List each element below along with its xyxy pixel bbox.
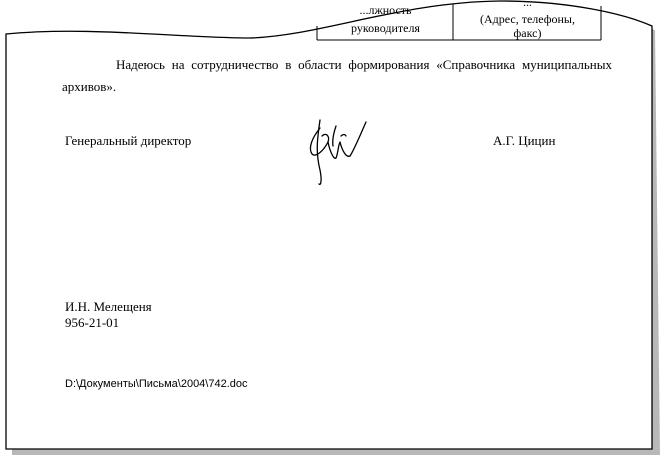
table-cell-position [318, 2, 453, 40]
letter-paragraph-line-2: архивов». [62, 79, 117, 94]
executor-phone: 956-21-01 [65, 315, 120, 330]
table-cell-position-line-2: руководителя [351, 21, 420, 35]
file-path: D:\Документы\Письма\2004\742.doc [65, 378, 248, 390]
table-cell-contacts-line-1: ... [523, 0, 532, 9]
signer-name: А.Г. Цицин [493, 133, 556, 148]
table-cell-contacts [454, 0, 601, 40]
table-cell-position-line-1: ...лжность [359, 3, 412, 17]
table-cell-contacts-line-3: факс) [513, 26, 542, 40]
executor-name: И.Н. Мелещеня [65, 299, 152, 314]
signer-title: Генеральный директор [65, 133, 192, 148]
table-cell-contacts-line-2: (Адрес, телефоны, [479, 12, 575, 26]
letter-paragraph-line-1: Надеюсь на сотрудничество в области формирования «Справочника муниципальных [116, 57, 612, 72]
